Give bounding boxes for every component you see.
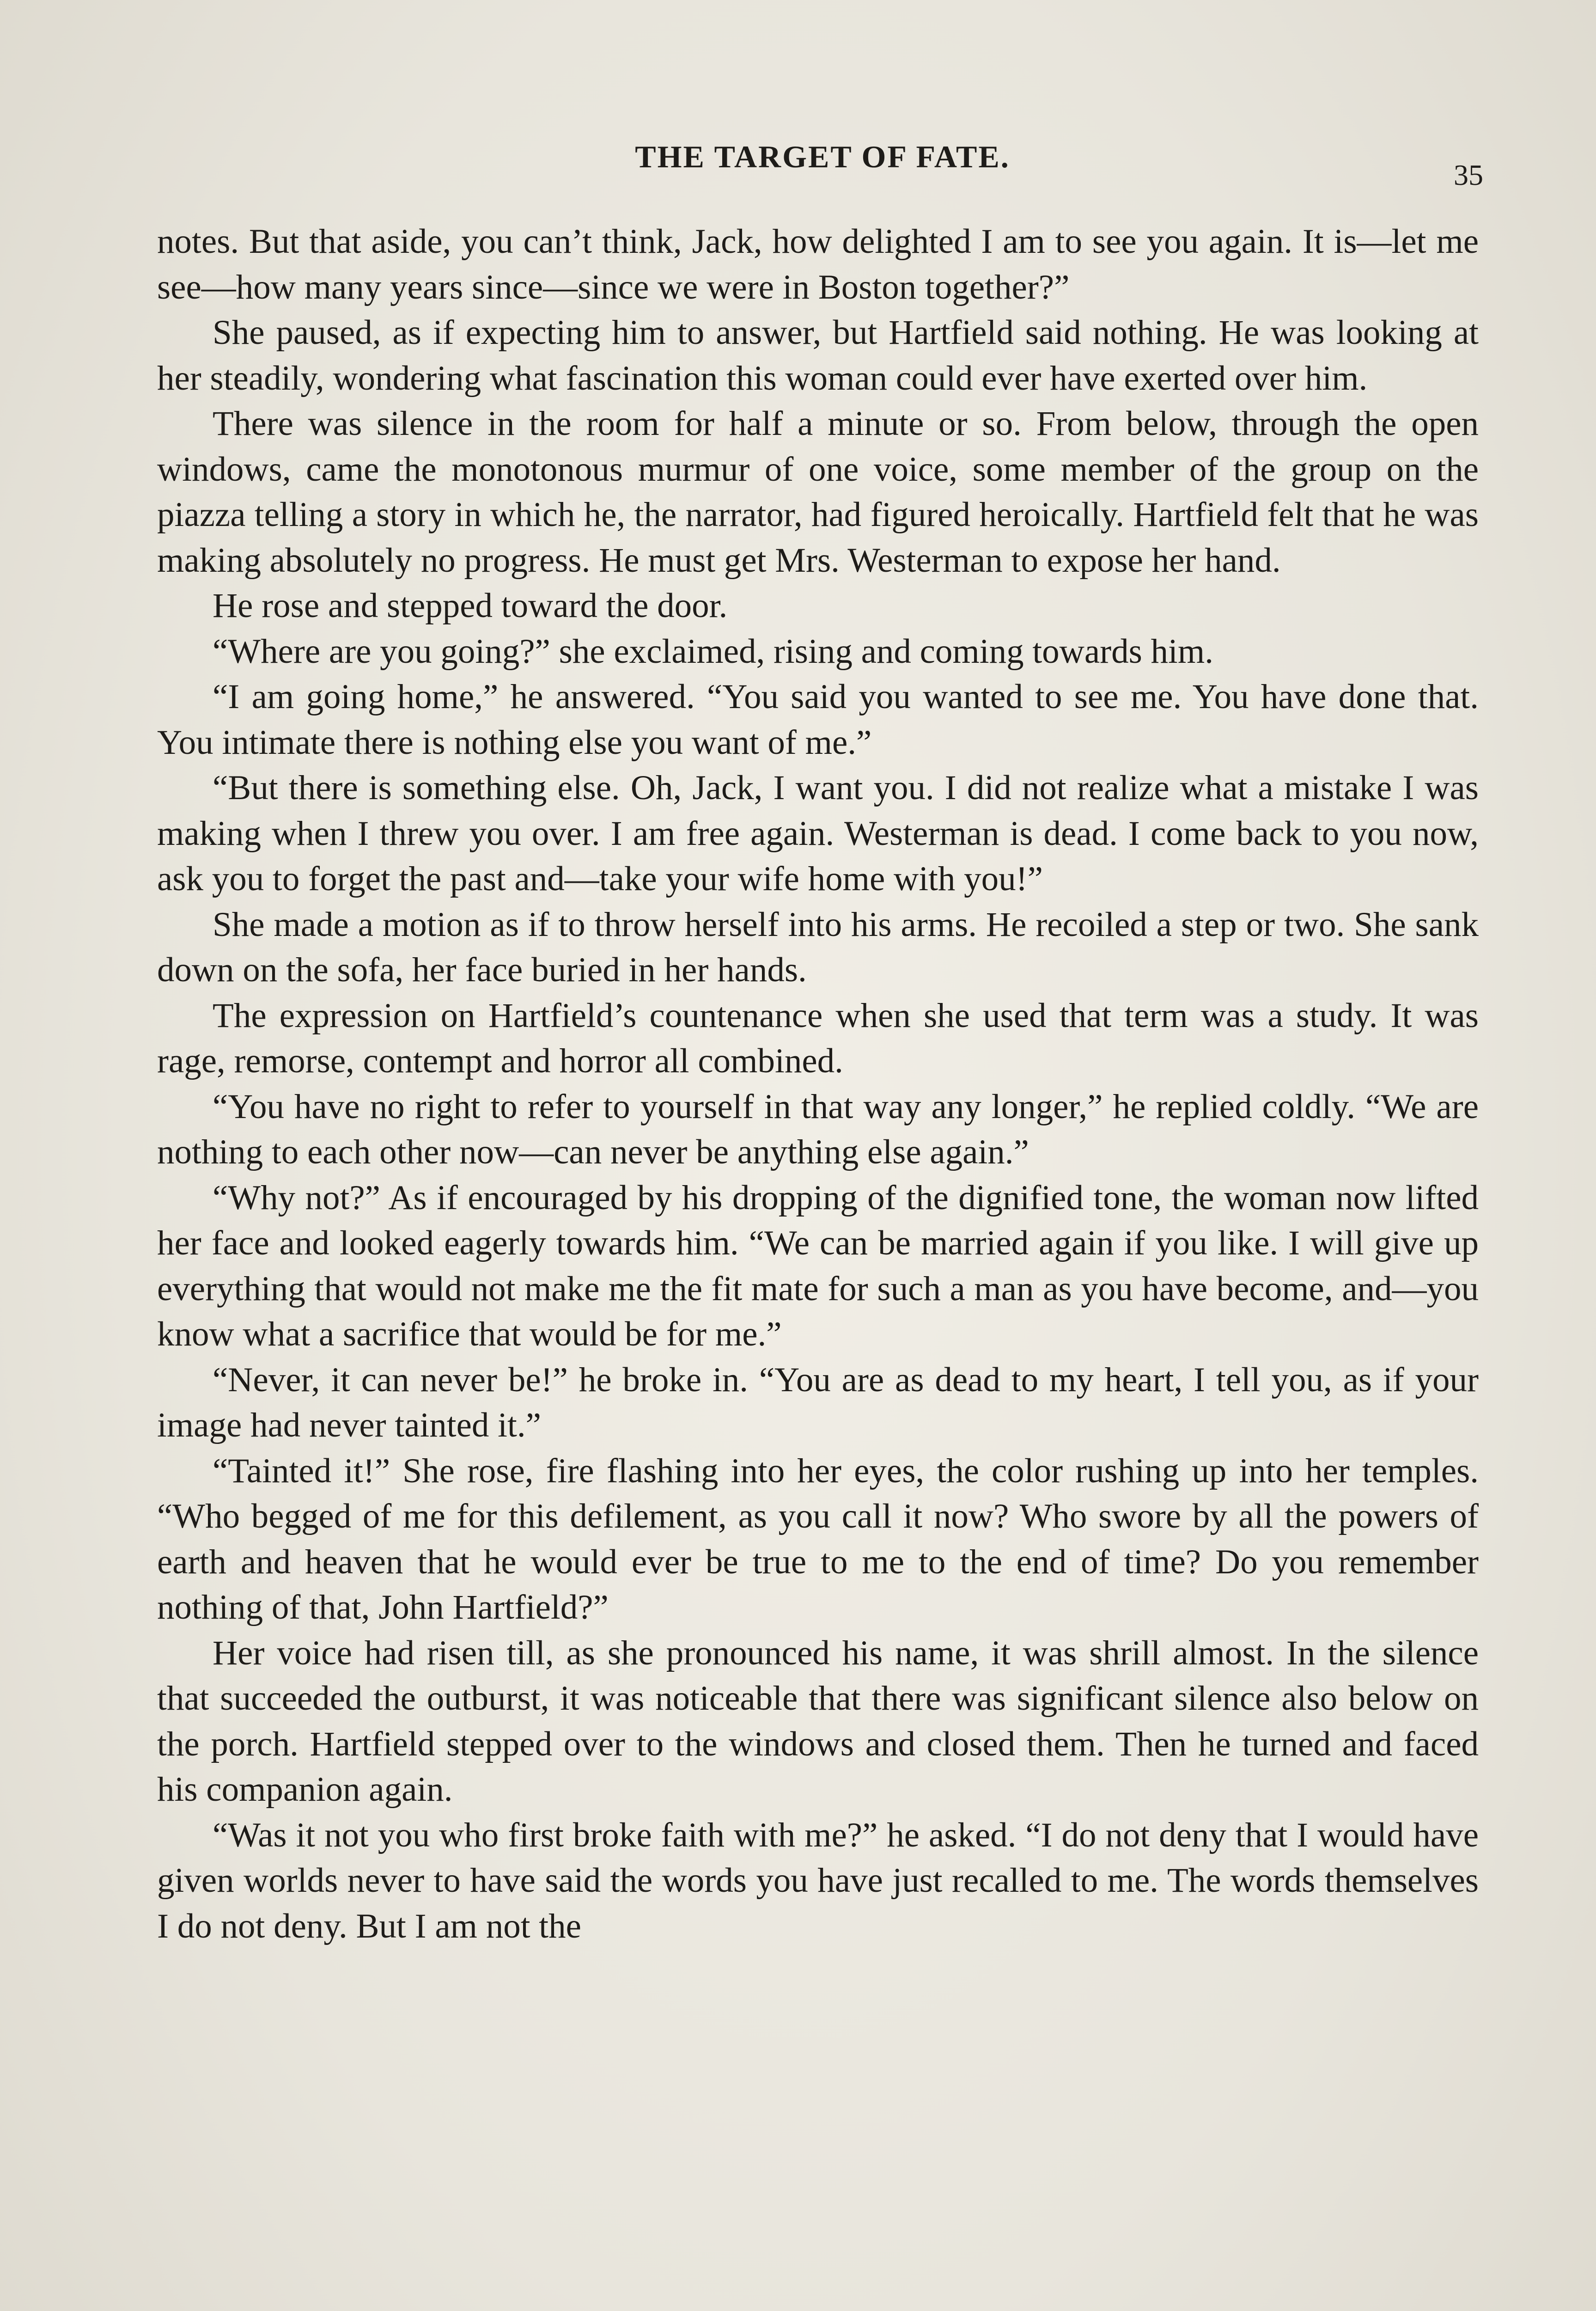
paragraph: She made a motion as if to throw herself into his arms. He recoiled a step or two. She sank down on the sofa, her face buried in her hands.: [157, 905, 1479, 989]
paragraph: Her voice had risen till, as she pronounced his name, it was shrill almost. In the silence that succeeded the outburst, it was noticeable that there was significant silence also below on the porch. Hartfield stepped over to the windows and closed them. Then he turned and faced his companion again.: [157, 1633, 1479, 1809]
paragraph: “Where are you going?” she exclaimed, rising and coming towards him.: [213, 632, 1213, 671]
paragraph: There was silence in the room for half a minute or so. From below, through the open windows, came the monotonous murmur of one voice, some member of the group on the piazza telling a story in which he, the narrator, had figured heroically. Hartfield felt that he was making absolutely no progress. He must get Mrs. Westerman to expose her hand.: [157, 404, 1479, 580]
paragraph: “Never, it can never be!” he broke in. “You are as dead to my heart, I tell you, as if your image had never tainted it.”: [157, 1360, 1479, 1444]
paragraph: He rose and stepped toward the door.: [213, 587, 728, 625]
paragraph: The expression on Hartfield’s countenance when she used that term was a study. It was rage, remorse, contempt and horror all combined.: [157, 996, 1479, 1080]
running-title: THE TARGET OF FATE.: [635, 139, 1010, 174]
page-number: 35: [1454, 159, 1483, 191]
paragraph: “You have no right to refer to yourself in that way any longer,” he replied coldly. “We are nothing to each other now—can never be anything else again.”: [157, 1087, 1479, 1171]
paragraph-continued: notes. But that aside, you can’t think, Jack, how delighted I am to see you again. It is—let me see—how many years since—since we were in Boston together?”: [157, 222, 1479, 306]
paragraph: “I am going home,” he answered. “You said you wanted to see me. You have done that. You intimate there is nothing else you want of me.”: [157, 678, 1479, 762]
paragraph: “Was it not you who first broke faith with me?” he asked. “I do not deny that I would have given worlds never to have said the words you have just recalled to me. The words themselves I do not deny. But I am not the: [157, 1816, 1479, 1945]
paragraph: “Why not?” As if encouraged by his dropping of the dignified tone, the woman now lifted her face and looked eagerly towards him. “We can be married again if you like. I will give up everything that would not make me the fit mate for such a man as you have become, and—you know what a sacrifice that would be for me.”: [157, 1178, 1479, 1353]
paragraph: “But there is something else. Oh, Jack, I want you. I did not realize what a mistake I was making when I threw you over. I am free again. Westerman is dead. I come back to you now, ask you to forget the past and—take your wife home with you!”: [157, 769, 1479, 898]
paragraph: “Tainted it!” She rose, fire flashing into her eyes, the color rushing up into her temples. “Who begged of me for this defilement, as you call it now? Who swore by all the powers of earth and heaven that he would ever be true to me to the end of time? Do you remember nothing of that, John Hartfield?”: [157, 1451, 1479, 1626]
body-text: [157, 219, 1479, 1949]
paragraph: She paused, as if expecting him to answer, but Hartfield said nothing. He was looking at her steadily, wondering what fascination this woman could ever have exerted over him.: [157, 313, 1479, 397]
